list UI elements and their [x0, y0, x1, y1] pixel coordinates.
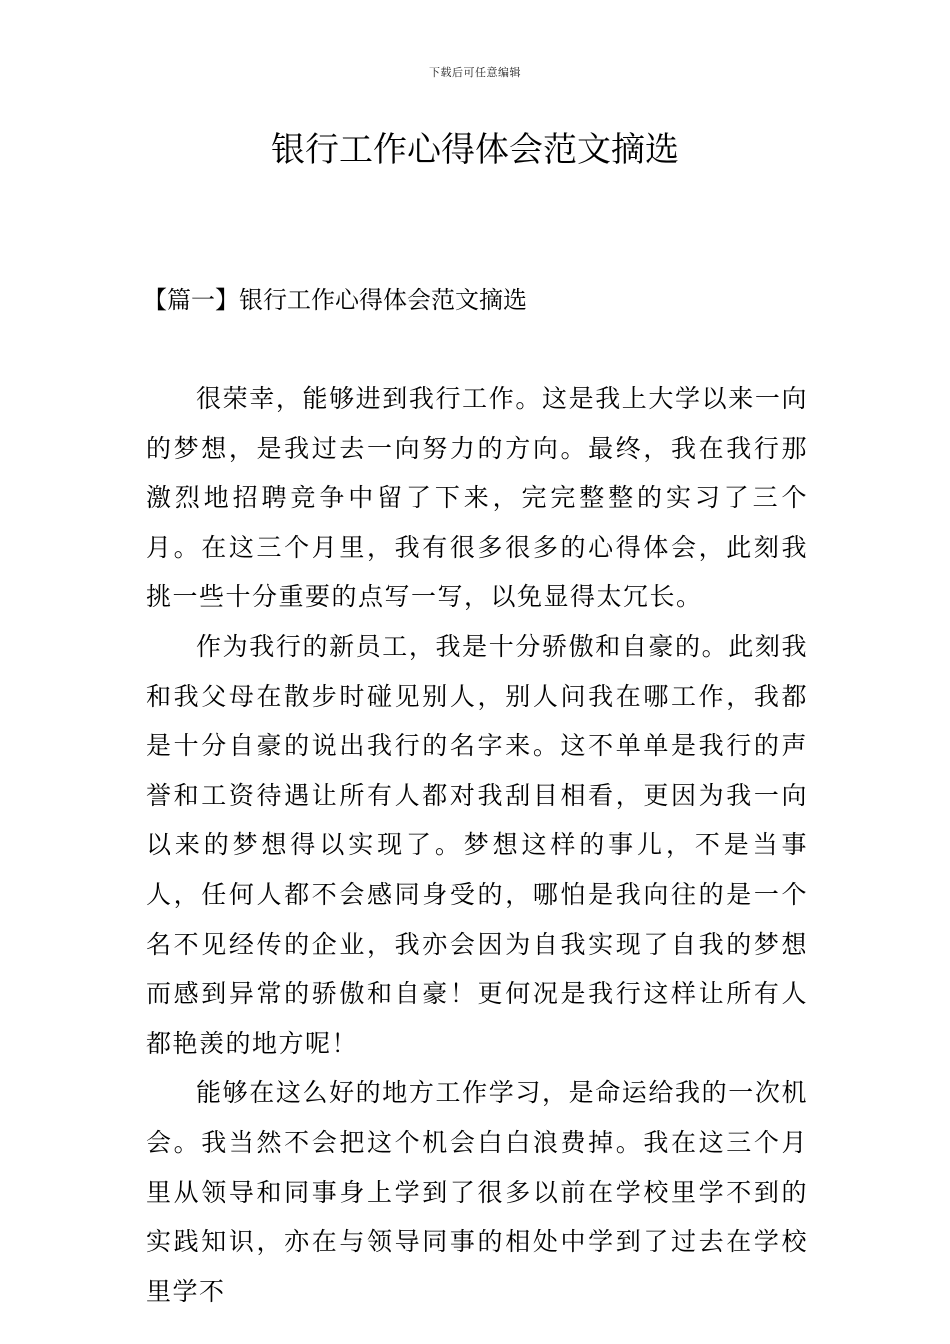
header-note: 下载后可任意编辑: [429, 66, 521, 79]
paragraph: 很荣幸，能够进到我行工作。这是我上大学以来一向的梦想，是我过去一向努力的方向。最终，我在我行那激烈地招聘竞争中留了下来，完完整整的实习了三个月。在这三个月里，我有很多很多的心得体会，此刻我挑一些十分重要的点写一写，以免显得太冗长。: [146, 384, 808, 612]
paragraph: 能够在这么好的地方工作学习，是命运给我的一次机会。我当然不会把这个机会白白浪费掉。我在这三个月里从领导和同事身上学到了很多以前在学校里学不到的实践知识，亦在与领导同事的相处中学到了过去在学校里学不: [146, 1078, 808, 1306]
body-text: [146, 374, 808, 1316]
document-title: 银行工作心得体会范文摘选: [271, 130, 679, 170]
section-heading: 【篇一】银行工作心得体会范文摘选: [143, 286, 527, 314]
paragraph: 作为我行的新员工，我是十分骄傲和自豪的。此刻我和我父母在散步时碰见别人，别人问我在哪工作，我都是十分自豪的说出我行的名字来。这不单单是我行的声誉和工资待遇让所有人都对我刮目相看，更因为我一向以来的梦想得以实现了。梦想这样的事儿，不是当事人，任何人都不会感同身受的，哪怕是我向往的是一个名不见经传的企业，我亦会因为自我实现了自我的梦想而感到异常的骄傲和自豪！更何况是我行这样让所有人都艳羡的地方呢！: [146, 631, 808, 1058]
